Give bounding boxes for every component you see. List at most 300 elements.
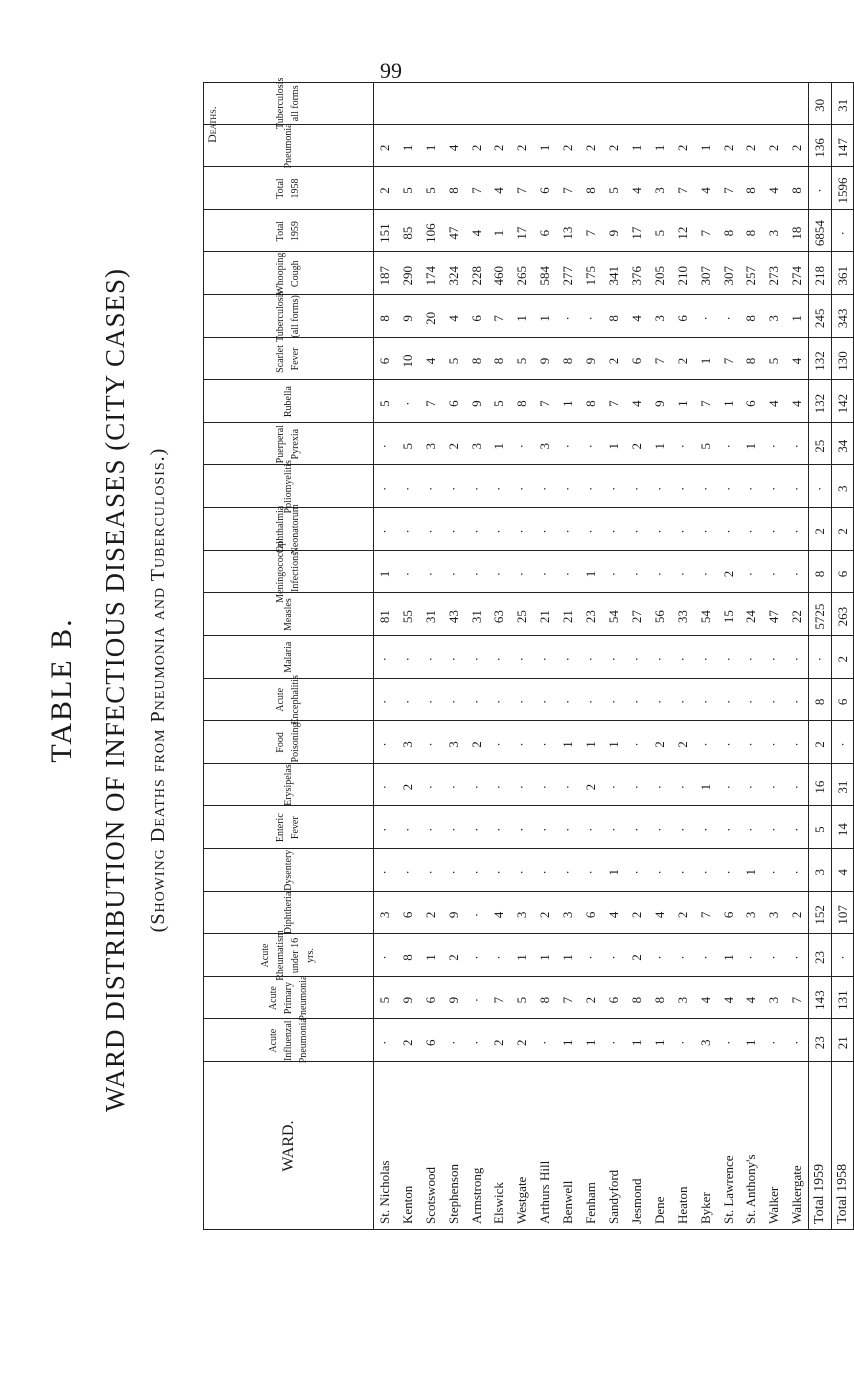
table-cell: 584 (537, 266, 553, 286)
table-cell: · (422, 784, 438, 790)
table-cell: 1 (560, 400, 576, 407)
table-cell: 9 (583, 357, 599, 365)
table-cell: · (514, 571, 530, 577)
table-cell: 85 (399, 226, 415, 240)
table-cell: 7 (560, 996, 576, 1004)
table-cell: 1 (514, 954, 530, 961)
table-cell: · (651, 657, 667, 662)
table-cell: · (697, 742, 713, 747)
table-cell: · (445, 657, 461, 662)
table-cell: 274 (789, 266, 805, 286)
table-cell: · (766, 657, 782, 662)
table-cell: · (743, 742, 759, 747)
column-header: Measles (282, 598, 294, 632)
table-cell: · (766, 699, 782, 705)
table-cell: · (376, 486, 392, 491)
table-cell: 1 (537, 954, 553, 961)
table-cell: · (766, 955, 782, 960)
column-header: Enteric Fever (275, 813, 301, 843)
table-cell: 175 (583, 266, 599, 286)
table-cell: 4 (697, 996, 713, 1004)
ward-name: St. Nicholas (376, 1160, 392, 1224)
table-cell: · (651, 827, 667, 832)
table-cell: · (789, 1040, 805, 1045)
table-cell: · (583, 529, 599, 534)
ward-name: Walker (766, 1186, 782, 1224)
data-table (203, 77, 854, 1230)
table-cell: 2 (720, 570, 736, 578)
table-cell: 1 (537, 144, 553, 152)
table-cell: 23 (812, 951, 828, 964)
table-cell: · (560, 870, 576, 875)
table-cell: 8 (720, 229, 736, 237)
table-cell: 3 (766, 229, 782, 237)
table-cell: 1 (743, 1039, 759, 1046)
table-cell: · (537, 699, 553, 705)
table-cell: · (537, 1040, 553, 1045)
table-cell: 3 (651, 315, 667, 322)
table-cell: 1 (628, 1039, 644, 1046)
table-cell: 5 (445, 357, 461, 365)
table-cell: · (468, 699, 484, 705)
table-cell: · (399, 699, 415, 705)
table-cell: · (399, 870, 415, 875)
table-cell: 13 (560, 226, 576, 240)
table-cell: 4 (835, 869, 851, 876)
table-cell: 7 (491, 315, 507, 322)
table-cell: · (514, 444, 530, 449)
ward-name: Kenton (399, 1185, 415, 1224)
table-cell: 1 (422, 954, 438, 961)
table-cell: 3 (376, 911, 392, 919)
table-cell: 307 (697, 266, 713, 286)
table-cell: 4 (491, 187, 507, 194)
table-cell: 107 (835, 905, 851, 925)
table-cell: · (674, 827, 690, 832)
table-cell: 7 (674, 187, 690, 194)
table-cell: · (537, 870, 553, 875)
table-cell: · (422, 742, 438, 747)
table-cell: 3 (422, 442, 438, 450)
table-cell: · (537, 529, 553, 534)
table-cell: 4 (720, 996, 736, 1004)
table-cell: 31 (468, 610, 484, 624)
table-cell: 8 (743, 357, 759, 365)
table-cell: 6 (583, 911, 599, 919)
table-cell: 8 (628, 996, 644, 1004)
table-cell: · (422, 529, 438, 534)
table-cell: · (445, 529, 461, 534)
page-number: 99 (380, 58, 402, 83)
ward-name: Westgate (514, 1176, 530, 1224)
table-cell: 307 (720, 266, 736, 286)
table-cell: · (720, 657, 736, 662)
table-cell: 5 (514, 357, 530, 365)
table-cell: · (720, 444, 736, 449)
table-cell: 1 (376, 570, 392, 578)
column-header: Dysentery (282, 849, 294, 891)
table-cell: 2 (674, 911, 690, 919)
table-cell: 132 (812, 393, 828, 414)
table-cell: 2 (399, 783, 415, 791)
table-cell: · (376, 699, 392, 705)
table-cell: 16 (812, 780, 828, 794)
table-cell: 5725 (812, 603, 828, 630)
table-cell: 31 (835, 98, 851, 112)
table-cell: 4 (628, 400, 644, 407)
table-cell: 4 (606, 911, 621, 919)
table-cell: · (674, 529, 690, 534)
table-cell: 228 (468, 266, 484, 286)
table-cell: · (766, 571, 782, 577)
table-cell: 4 (491, 911, 507, 919)
table-cell: 2 (422, 911, 438, 919)
table-cell: 1 (583, 1039, 599, 1046)
table-cell: 257 (743, 266, 759, 286)
column-header: Malaria (282, 641, 294, 673)
table-cell: 7 (583, 229, 599, 237)
table-cell: 3 (651, 187, 667, 194)
table-cell: 6 (720, 911, 736, 919)
table-cell: · (789, 699, 805, 705)
table-cell: 205 (651, 266, 667, 286)
column-header: Tuberculosis (all forms) (275, 290, 301, 343)
table-cell: 151 (376, 223, 392, 243)
table-cell: 2 (468, 741, 484, 748)
table-cell: 1 (720, 954, 736, 961)
table-cell: 8 (445, 187, 461, 194)
table-cell: · (606, 827, 621, 832)
table-cell: 1 (399, 144, 415, 152)
table-cell: 2 (399, 1039, 415, 1046)
table-cell: · (376, 955, 392, 960)
column-header: Meningococcal Infections (275, 541, 301, 603)
table-cell: · (674, 699, 690, 705)
table-cell: 152 (812, 905, 828, 925)
column-header: Rubella (282, 386, 294, 418)
table-cell: · (766, 486, 782, 491)
totals-rule (808, 82, 809, 1230)
table-cell: 1 (422, 144, 438, 152)
table-cell: · (468, 827, 484, 832)
table-cell: · (674, 657, 690, 662)
table-cell: 2 (583, 996, 599, 1004)
table-cell: · (697, 955, 713, 960)
table-cell: · (720, 784, 736, 790)
table-cell: · (491, 955, 507, 960)
table-cell: 24 (743, 610, 759, 624)
table-cell: 8 (583, 187, 599, 194)
table-cell: 263 (835, 606, 851, 627)
table-cell: 1 (651, 1039, 667, 1046)
ward-name: Elswick (491, 1182, 507, 1224)
table-cell: 7 (514, 187, 530, 194)
table-cell: · (720, 1040, 736, 1045)
ward-name: Total 1958 (835, 1163, 851, 1224)
table-cell: · (766, 784, 782, 790)
table-cell: 9 (445, 996, 461, 1004)
ward-name: Stephenson (445, 1164, 461, 1224)
table-cell: 31 (835, 780, 851, 794)
table-cell: 9 (468, 400, 484, 407)
table-cell: 4 (697, 187, 713, 194)
table-cell: 25 (812, 439, 828, 453)
table-cell: 3 (560, 911, 576, 919)
table-cell: · (514, 784, 530, 790)
table-cell: 2 (445, 954, 461, 961)
table-cell: 1 (743, 442, 759, 450)
table-cell: · (537, 571, 553, 577)
table-cell: · (445, 571, 461, 577)
table-cell: 290 (399, 266, 415, 286)
table-cell: 7 (697, 911, 713, 919)
table-cell: 47 (445, 226, 461, 240)
table-cell: 56 (651, 610, 667, 624)
table-cell: 27 (628, 610, 644, 624)
table-cell: 324 (445, 266, 461, 286)
table-cell: · (743, 657, 759, 662)
table-cell: 4 (422, 357, 438, 365)
table-cell: 5 (376, 996, 392, 1004)
column-header: Puerperal Pyrexia (275, 425, 301, 464)
table-cell: 1 (491, 229, 507, 237)
table-cell: 2 (468, 144, 484, 152)
table-cell: 2 (376, 144, 392, 152)
table-cell: 277 (560, 266, 576, 286)
table-cell: 3 (468, 442, 484, 450)
table-cell: · (697, 316, 713, 321)
table-cell: 8 (537, 996, 553, 1004)
table-cell: 1 (720, 400, 736, 407)
table-cell: · (606, 1040, 621, 1045)
ward-name: Sandyford (606, 1169, 621, 1224)
table-cell: · (445, 827, 461, 832)
ward-name: Scotswood (422, 1166, 438, 1224)
table-cell: 30 (812, 98, 828, 112)
table-cell: · (468, 529, 484, 534)
table-cell: 14 (835, 823, 851, 837)
table-cell: · (376, 784, 392, 790)
table-cell: 47 (766, 610, 782, 624)
table-cell: · (468, 486, 484, 491)
table-cell: · (651, 870, 667, 875)
table-cell: 6 (376, 357, 392, 365)
table-cell: 7 (697, 400, 713, 407)
deaths-label: Deaths. (205, 106, 219, 143)
table-cell: 8 (376, 315, 392, 322)
table-cell: · (445, 870, 461, 875)
table-cell: · (789, 870, 805, 875)
table-cell: 1 (743, 869, 759, 876)
table-cell: 1 (606, 442, 621, 450)
table-cell: 8 (514, 400, 530, 407)
table-cell: 3 (445, 741, 461, 748)
table-cell: · (743, 784, 759, 790)
table-cell: 132 (812, 351, 828, 371)
table-cell: 8 (812, 698, 828, 706)
table-cell: · (674, 955, 690, 960)
table-cell: 5 (399, 442, 415, 450)
table-cell: · (422, 486, 438, 491)
table-cell: 4 (445, 144, 461, 152)
table-cell: 1 (789, 315, 805, 322)
table-cell: 6854 (812, 220, 828, 247)
table-cell: 131 (835, 990, 851, 1010)
table-cell: · (789, 827, 805, 832)
table-cell: · (697, 529, 713, 534)
table-cell: · (537, 827, 553, 832)
table-cell: · (606, 529, 621, 534)
table-cell: · (583, 486, 599, 491)
table-cell: · (674, 1040, 690, 1045)
table-subheading: (Showing Deaths from Pneumonia and Tuberculosis.) (147, 447, 169, 933)
table-cell: 187 (376, 266, 392, 286)
table-cell: · (743, 955, 759, 960)
table-cell: 23 (583, 610, 599, 624)
table-cell: 4 (468, 229, 484, 237)
table-cell: 273 (766, 266, 782, 286)
table-cell: 3 (766, 315, 782, 322)
table-cell: 4 (445, 315, 461, 322)
table-cell: 18 (789, 226, 805, 240)
table-cell: · (697, 699, 713, 705)
table-cell: 174 (422, 266, 438, 286)
table-cell: · (399, 401, 415, 406)
table-cell: 6 (835, 570, 851, 578)
column-header: Poliomyelitis (282, 460, 294, 514)
table-cell: · (720, 827, 736, 832)
table-cell: · (674, 784, 690, 790)
table-cell: · (583, 870, 599, 875)
table-cell: · (422, 870, 438, 875)
table-cell: 460 (491, 266, 507, 286)
table-cell: 4 (789, 400, 805, 407)
table-cell: · (491, 870, 507, 875)
table-cell: 1 (560, 741, 576, 748)
table-cell: 8 (743, 315, 759, 322)
table-cell: · (560, 316, 576, 321)
table-cell: · (468, 912, 484, 918)
table-cell: · (651, 784, 667, 790)
table-cell: · (674, 571, 690, 577)
table-cell: · (445, 784, 461, 790)
table-cell: · (674, 870, 690, 875)
table-cell: 3 (697, 1039, 713, 1046)
table-cell: 25 (514, 610, 530, 624)
ward-name: Fenham (583, 1182, 599, 1224)
table-cell: 3 (674, 996, 690, 1004)
table-cell: 2 (560, 144, 576, 152)
table-cell: 17 (628, 226, 644, 240)
ward-name: Jesmond (628, 1178, 644, 1224)
table-cell: 7 (697, 229, 713, 237)
table-cell: · (743, 827, 759, 832)
table-cell: · (491, 571, 507, 577)
table-cell: 5 (514, 996, 530, 1004)
ward-name: Byker (697, 1192, 713, 1224)
table-cell: 15 (720, 610, 736, 624)
table-cell: · (743, 529, 759, 534)
table-cell: 5 (697, 442, 713, 450)
table-cell: · (720, 742, 736, 747)
table-cell: 2 (789, 911, 805, 919)
table-cell: 1 (651, 442, 667, 450)
table-cell: 3 (835, 485, 851, 493)
ward-name: Walkergate (789, 1165, 805, 1224)
table-cell: · (376, 742, 392, 747)
table-cell: 245 (812, 308, 828, 329)
table-cell: 10 (399, 354, 415, 368)
table-cell: 21 (560, 610, 576, 624)
table-cell: 54 (697, 610, 713, 624)
table-cell: 142 (835, 393, 851, 414)
table-cell: 2 (628, 954, 644, 961)
table-cell: 1 (674, 400, 690, 407)
table-cell: 6 (674, 315, 690, 322)
table-cell: 8 (399, 954, 415, 961)
table-cell: 2 (376, 187, 392, 194)
column-header: Diphtheria (282, 891, 294, 935)
table-cell: 9 (399, 315, 415, 322)
table-cell: 4 (766, 187, 782, 194)
table-cell: · (468, 784, 484, 790)
table-cell: · (835, 230, 851, 236)
table-cell: 8 (606, 315, 621, 322)
table-cell: 130 (835, 351, 851, 371)
table-cell: 9 (537, 357, 553, 365)
table-cell: · (789, 742, 805, 747)
table-cell: · (514, 742, 530, 747)
table-cell: · (468, 571, 484, 577)
table-cell: 7 (720, 357, 736, 365)
ward-name: Benwell (560, 1180, 576, 1224)
column-header: WARD. (279, 1120, 297, 1172)
table-cell: · (491, 827, 507, 832)
table-cell: · (812, 486, 828, 491)
table-cell: 3 (743, 911, 759, 919)
table-cell: · (628, 571, 644, 577)
table-cell: · (628, 657, 644, 662)
table-cell: · (583, 955, 599, 960)
table-cell: 4 (789, 357, 805, 365)
table-cell: 63 (491, 610, 507, 624)
table-cell: 7 (468, 187, 484, 194)
table-cell: 8 (743, 187, 759, 194)
table-cell: · (583, 699, 599, 705)
table-cell: 9 (399, 996, 415, 1004)
table-cell: · (537, 486, 553, 491)
table-cell: 21 (835, 1036, 851, 1050)
table-cell: · (697, 870, 713, 875)
table-cell: · (628, 742, 644, 747)
table-cell: 4 (766, 400, 782, 407)
table-cell: 3 (766, 996, 782, 1004)
table-cell: · (560, 784, 576, 790)
table-cell: · (537, 784, 553, 790)
table-cell: · (743, 699, 759, 705)
table-cell: 6 (835, 698, 851, 706)
table-cell: · (835, 955, 851, 960)
table-cell: 2 (583, 144, 599, 152)
table-cell: · (376, 827, 392, 832)
table-cell: 9 (606, 229, 621, 237)
ward-name: St. Lawrence (720, 1155, 736, 1224)
table-cell: · (720, 699, 736, 705)
table-cell: 5 (812, 826, 828, 833)
table-cell: · (789, 657, 805, 662)
table-cell: 6 (743, 400, 759, 407)
table-cell: 1 (560, 1039, 576, 1046)
